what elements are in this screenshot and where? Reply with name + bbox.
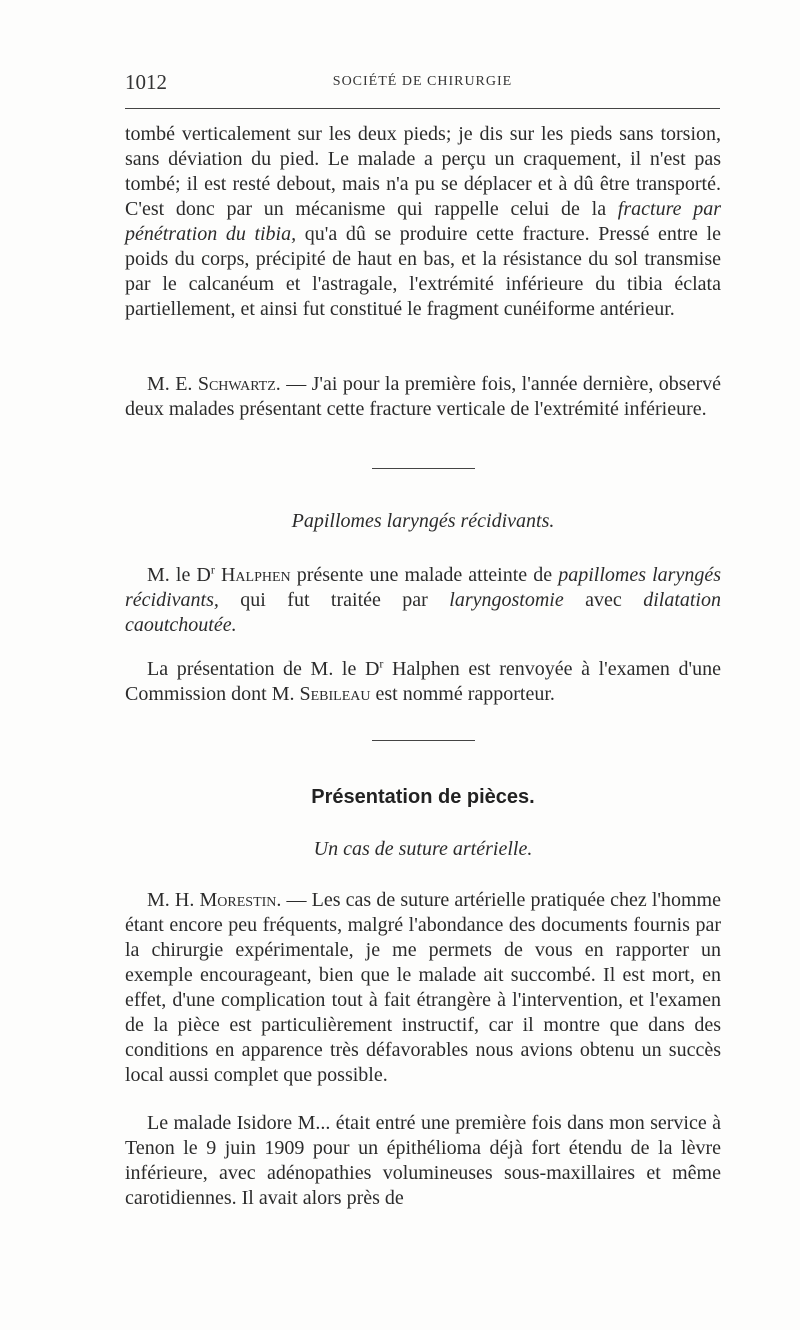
italic-term: papillomes laryngés récidivants, (125, 564, 721, 611)
running-head: SOCIÉTÉ DE CHIRURGIE (332, 74, 513, 89)
speaker-prefix: M. E. (147, 373, 198, 395)
page-header (125, 70, 720, 96)
paragraph-text: — J'ai pour la première fois, l'année dernière, observé deux malades présentant cette fracture verticale de l'extrémité inférieure. (125, 373, 722, 420)
paragraph-text: présente une malade atteinte de (290, 564, 559, 586)
paragraph-isidore (125, 1111, 721, 1211)
title-prefix: M. le D (147, 564, 211, 586)
italic-term: fracture par pénétration du tibia, (125, 198, 721, 245)
paragraph-text: qui fut traitée par (218, 589, 450, 611)
superscript: r (379, 656, 384, 671)
paragraph-text: qu'a dû se produire cette fracture. Pressé entre le poids du corps, précipité de haut en bas, et la résistance du sol transmise par le calcanéum et l'astragale, l'extrémité inférieure du tibia éclata partiellement, et ainsi fut constitué le fragment cunéiforme antérieur. (125, 223, 721, 320)
paragraph-text: tombé verticalement sur les deux pieds; je dis sur les pieds sans torsion, sans déviation du pied. Le malade a perçu un craquement, il n'est pas tombé; il est resté debout, mais n'a pu se déplacer et à dû être transporté. C'est donc par un mécanisme qui rappelle celui de la (125, 123, 721, 220)
paragraph-text: La présentation de M. le D (147, 658, 380, 680)
italic-term: dilatation caoutchoutée. (125, 589, 721, 636)
page-number: 1012 (125, 70, 167, 94)
paragraph-text: Le malade Isidore M... était entré une première fois dans mon service à Tenon le 9 juin 1909 pour un épithélioma déjà fort étendu de la lèvre inférieure, avec adénopathies volumineuses sous-maxillaires et même carotidiennes. Il avait alors près de (125, 1112, 721, 1209)
speaker-prefix: M. H. (147, 889, 200, 911)
section-heading: Présentation de pièces. (311, 786, 535, 808)
paragraph-commission (125, 657, 721, 707)
paragraph-morestin (125, 888, 721, 1088)
subheading-papillomes: Papillomes laryngés récidivants. (291, 510, 555, 532)
paragraph-text: Halphen est renvoyée à l'examen d'une Commission dont M. (125, 658, 722, 705)
paragraph-fracture-mechanism (125, 122, 721, 322)
paragraph-halphen (125, 563, 721, 638)
subheading-suture: Un cas de suture artérielle. (313, 838, 533, 860)
speaker-name: Morestin. (199, 889, 282, 911)
paragraph-text: est nommé rapporteur. (370, 683, 555, 705)
separator-rule (372, 468, 475, 469)
speaker-name: Schwartz. (197, 373, 281, 395)
italic-term: laryngostomie (449, 589, 564, 611)
paragraph-text: — Les cas de suture artérielle pratiquée chez l'homme étant encore peu fréquents, malgré l'abondance des documents fournis par la chirurgie expérimentale, je me permets de vous en rapporter un exemple encourageant, bien que le malade ait succombé. Il est mort, en effet, d'une complication tout à fait étrangère à l'intervention, et l'examen de la pièce est particulièrement instructif, car il montre que dans des conditions en apparence très défavorables nous avions obtenu un succès local aussi complet que possible. (125, 889, 721, 1086)
person-name: Sebileau (299, 683, 371, 705)
separator-rule (372, 740, 475, 741)
person-name: Halphen (214, 564, 291, 586)
paragraph-schwartz (125, 372, 721, 422)
paragraph-text: avec (563, 589, 644, 611)
header-rule (125, 108, 720, 109)
superscript: r (210, 562, 215, 577)
